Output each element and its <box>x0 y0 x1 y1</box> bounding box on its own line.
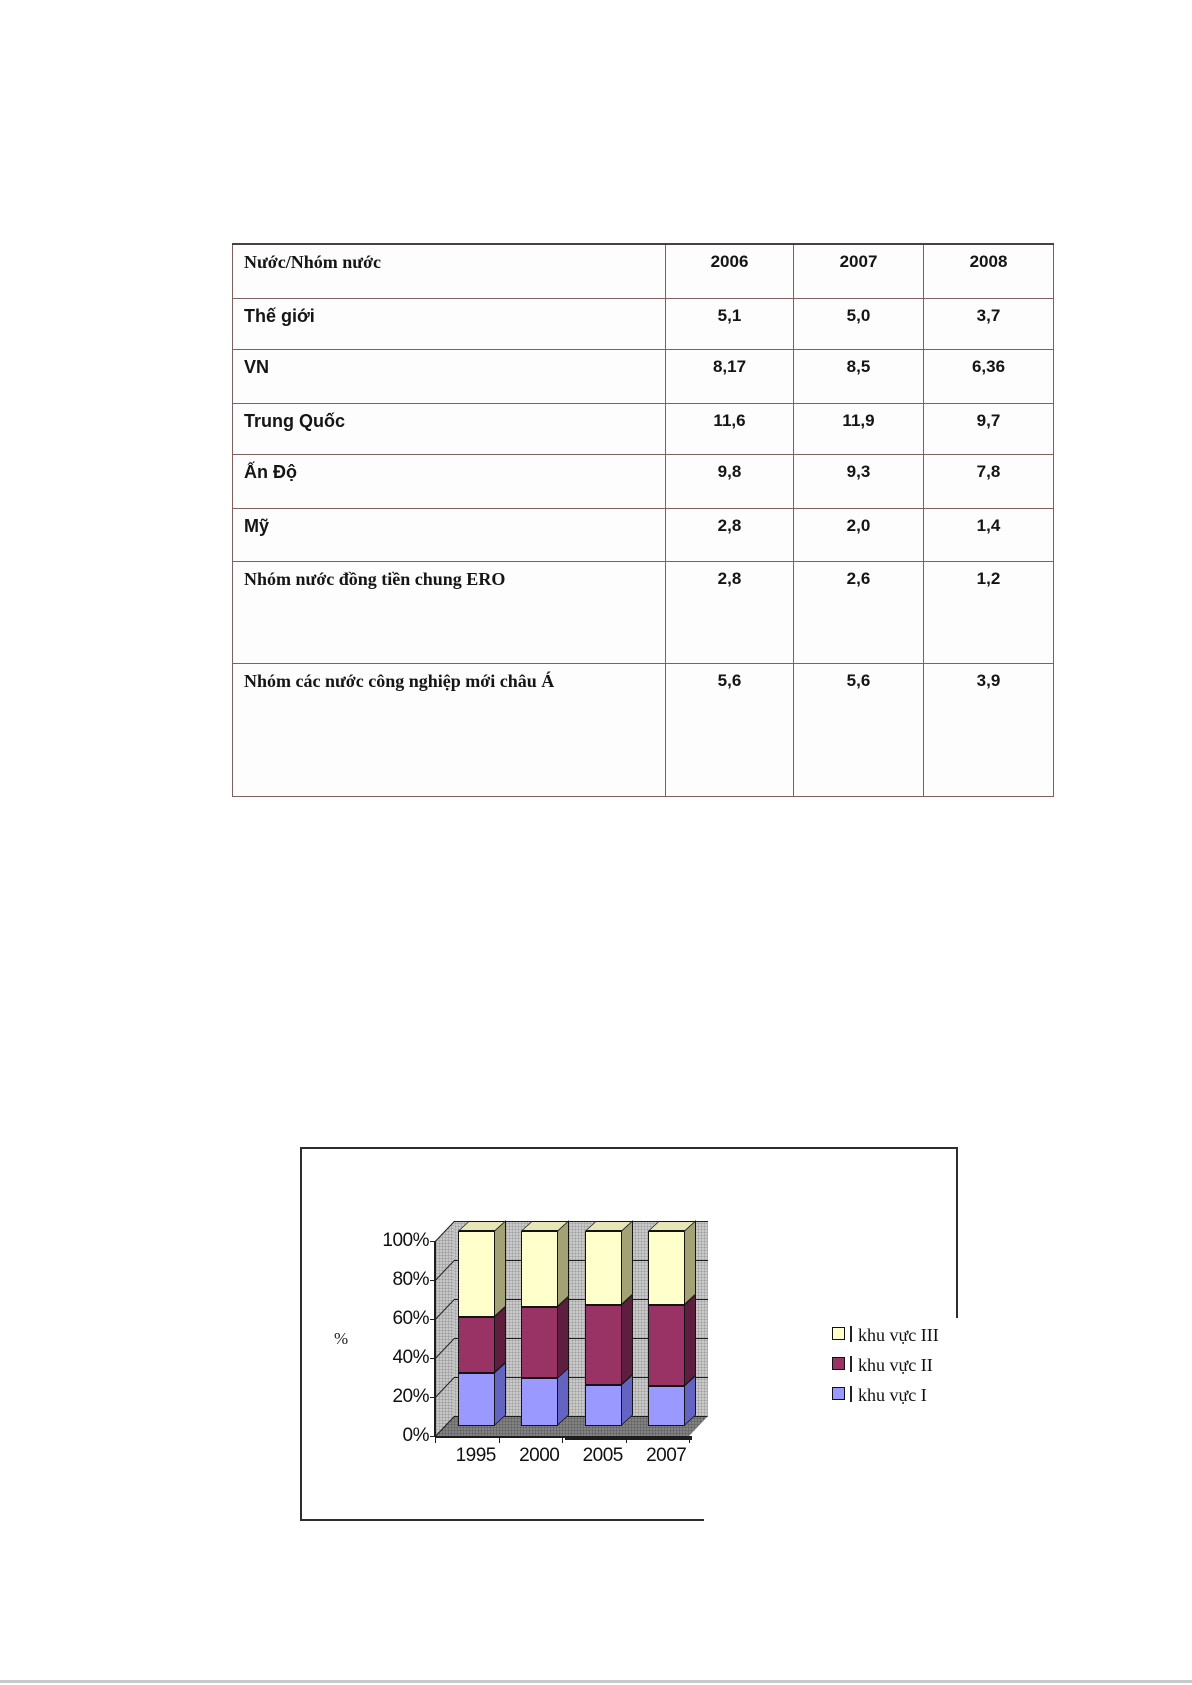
cell-value: 11,9 <box>794 403 924 454</box>
legend-divider <box>850 1326 852 1342</box>
bar-segment <box>648 1386 685 1426</box>
x-tick-label: 2005 <box>582 1445 623 1466</box>
x-axis-line-thick <box>565 1436 692 1440</box>
bar-segment-side <box>684 1295 696 1387</box>
row-label: Trung Quốc <box>233 403 666 454</box>
table-row <box>233 508 1054 561</box>
bar-segment-side <box>494 1306 506 1373</box>
y-tick-label: 0% <box>402 1425 429 1446</box>
cell-value: 2,8 <box>666 561 794 663</box>
x-tick-mark <box>435 1436 436 1443</box>
legend-swatch-icon <box>832 1387 845 1400</box>
table-row <box>233 454 1054 508</box>
y-tick-label: 20% <box>392 1386 429 1407</box>
cell-value: 3,9 <box>924 663 1054 796</box>
cell-value: 9,7 <box>924 403 1054 454</box>
bar-segment <box>585 1305 622 1385</box>
y-tick-label: 80% <box>392 1269 429 1290</box>
row-label: Thế giới <box>233 298 666 349</box>
bar-segment <box>521 1378 558 1426</box>
y-tick-label: 40% <box>392 1347 429 1368</box>
row-label: Ấn Độ <box>233 454 666 508</box>
cell-value: 8,17 <box>666 349 794 403</box>
bar-segment <box>521 1231 558 1307</box>
legend-item <box>832 1385 972 1405</box>
bar-segment <box>585 1385 622 1426</box>
x-tick-label: 1995 <box>455 1445 496 1466</box>
x-tick-mark <box>499 1436 500 1443</box>
cell-value: 7,8 <box>924 454 1054 508</box>
table-row <box>233 663 1054 796</box>
cell-value: 9,8 <box>666 454 794 508</box>
cell-value: 8,5 <box>794 349 924 403</box>
table-row <box>233 298 1054 349</box>
legend-swatch-icon <box>832 1327 845 1340</box>
bar-segment <box>458 1317 495 1373</box>
growth-table <box>232 243 1054 797</box>
x-tick-mark <box>626 1436 627 1443</box>
table-row <box>233 349 1054 403</box>
x-tick-label: 2007 <box>646 1445 687 1466</box>
row-label: VN <box>233 349 666 403</box>
cell-value: 3,7 <box>924 298 1054 349</box>
legend-item <box>832 1325 972 1345</box>
table-header-year: 2006 <box>666 244 794 298</box>
cell-value: 2,0 <box>794 508 924 561</box>
bar-segment-side <box>557 1220 569 1307</box>
y-axis-line <box>434 1241 436 1436</box>
y-axis-title: % <box>334 1329 349 1348</box>
x-tick-label: 2000 <box>519 1445 560 1466</box>
cell-value: 5,6 <box>666 663 794 796</box>
row-label: Nhóm các nước công nghiệp mới châu Á <box>233 663 666 796</box>
cell-value: 5,6 <box>794 663 924 796</box>
cell-value: 2,6 <box>794 561 924 663</box>
table-header-year: 2007 <box>794 244 924 298</box>
cell-value: 6,36 <box>924 349 1054 403</box>
cell-value: 2,8 <box>666 508 794 561</box>
growth-table-body <box>233 244 1054 796</box>
cell-value: 1,2 <box>924 561 1054 663</box>
x-tick-mark <box>689 1436 690 1443</box>
bar-segment <box>521 1307 558 1379</box>
bar-segment <box>458 1373 495 1426</box>
legend-item <box>832 1355 972 1375</box>
chart-left-wall <box>435 1221 454 1436</box>
chart-frame-bottom <box>300 1519 704 1521</box>
bar-segment-side <box>494 1220 506 1317</box>
table-header-row <box>233 244 1054 298</box>
bar-segment <box>648 1231 685 1305</box>
legend-label: khu vực II <box>858 1355 933 1375</box>
chart-frame-top <box>300 1147 958 1149</box>
legend-label: khu vực III <box>858 1325 939 1345</box>
row-label: Nhóm nước đồng tiền chung ERO <box>233 561 666 663</box>
cell-value: 1,4 <box>924 508 1054 561</box>
legend-divider <box>850 1386 852 1402</box>
row-label: Mỹ <box>233 508 666 561</box>
bar-segment-side <box>621 1220 633 1305</box>
cell-value: 5,1 <box>666 298 794 349</box>
table-row <box>233 403 1054 454</box>
table-header-year: 2008 <box>924 244 1054 298</box>
bar-segment-side <box>684 1220 696 1305</box>
bar-segment <box>648 1305 685 1386</box>
table-row <box>233 561 1054 663</box>
bar-segment <box>458 1231 495 1317</box>
chart-frame-left <box>300 1147 302 1521</box>
legend-swatch-icon <box>832 1357 845 1370</box>
cell-value: 5,0 <box>794 298 924 349</box>
legend-divider <box>850 1356 852 1372</box>
page-bottom-rule <box>0 1680 1192 1683</box>
bar-segment-side <box>557 1296 569 1378</box>
y-tick-label: 60% <box>392 1308 429 1329</box>
cell-value: 9,3 <box>794 454 924 508</box>
legend-label: khu vực I <box>858 1385 927 1405</box>
cell-value: 11,6 <box>666 403 794 454</box>
bar-segment-side <box>621 1294 633 1385</box>
x-tick-mark <box>562 1436 563 1443</box>
chart-frame-right <box>956 1147 958 1318</box>
y-tick-label: 100% <box>382 1230 429 1251</box>
table-header-label: Nước/Nhóm nước <box>233 244 666 298</box>
bar-segment <box>585 1231 622 1305</box>
